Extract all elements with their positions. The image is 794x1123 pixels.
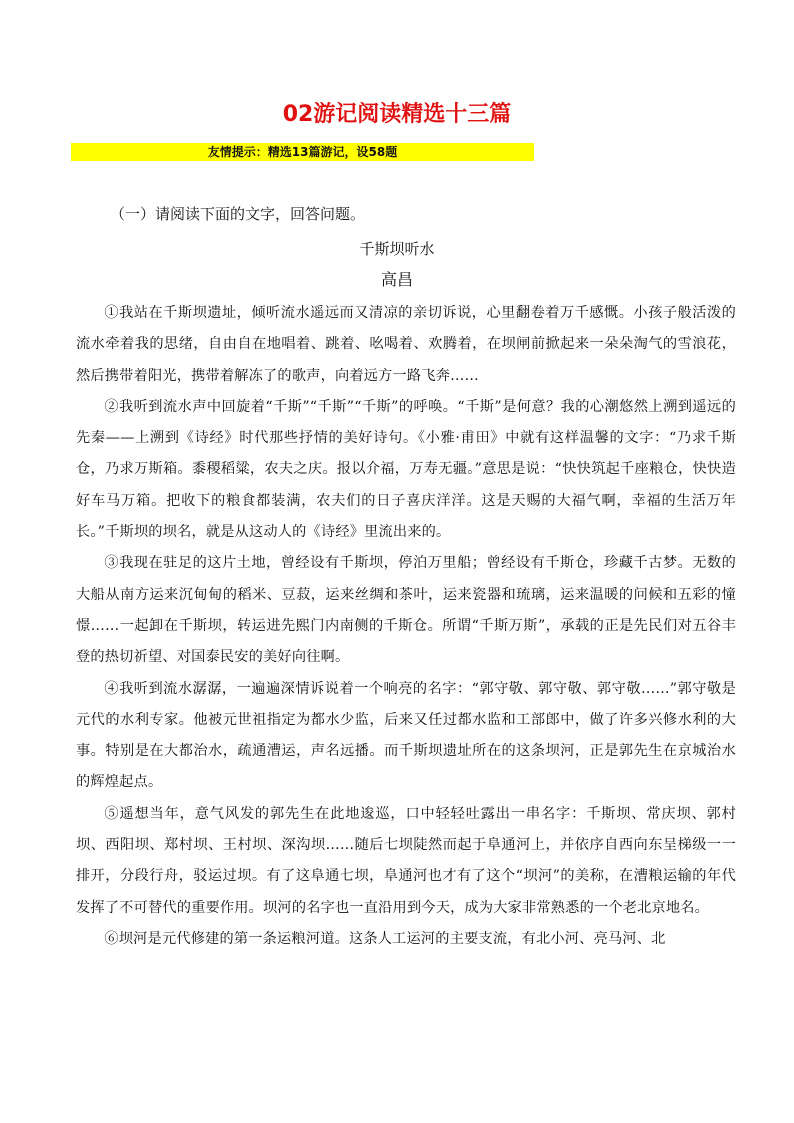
paragraph-2: ②我听到流水声中回旋着“千斯”“千斯”“千斯”的呼唤。“千斯”是何意？我的心潮悠然上溯到遥远的先秦——上溯到《诗经》时代那些抒情的美好诗句。《小雅·甫田》中就有这样温馨的文字：“乃求千斯仓，乃求万斯箱。黍稷稻粱，农夫之庆。报以介福，万寿无疆。”意思是说：“快快筑起千座粮仓，快快造好车马万箱。把收下的粮食都装满，农夫们的日子喜庆洋洋。这是天赐的大福气啊，幸福的生活万年长。”千斯坝的坝名，就是从这动人的《诗经》里流出来的。 xyxy=(76,398,736,541)
tip-banner: 友情提示：精选13篇游记，设58题 xyxy=(71,143,534,161)
article-author: 高昌 xyxy=(380,270,413,289)
paragraph-6: ⑥坝河是元代修建的第一条运粮河道。这条人工运河的主要支流，有北小河、亮马河、北 xyxy=(104,930,666,947)
section-heading: （一）请阅读下面的文字，回答问题。 xyxy=(110,205,366,223)
paragraph-5: ⑤遥想当年，意气风发的郭先生在此地逡巡，口中轻轻吐露出一串名字：千斯坝、常庆坝、郭村坝、西阳坝、郑村坝、王村坝、深沟坝……随后七坝陡然而起于阜通河上，并依序自西向东呈梯级一一排开，分段行舟，驳运过坝。有了这阜通七坝，阜通河也才有了这个“坝河”的美称，在漕粮运输的年代发挥了不可替代的重要作用。坝河的名字也一直沿用到今天，成为大家非常熟悉的一个老北京地名。 xyxy=(76,805,736,916)
paragraph-4: ④我听到流水潺潺，一遍遍深情诉说着一个响亮的名字：“郭守敬、郭守敬、郭守敬……”郭守敬是元代的水利专家。他被元世祖指定为都水少监，后来又任过都水监和工部郎中，做了许多兴修水利的大事。特别是在大都治水，疏通漕运，声名远播。而千斯坝遗址所在的这条坝河，正是郭先生在京城治水的辉煌起点。 xyxy=(76,680,736,791)
article-body xyxy=(76,298,736,955)
paragraph-3: ③我现在驻足的这片土地，曾经设有千斯坝，停泊万里船；曾经设有千斯仓，珍藏千古梦。无数的大船从南方运来沉甸甸的稻米、豆菽，运来丝绸和茶叶，运来瓷器和琉璃，运来温暖的问候和五彩的憧憬……一起卸在千斯坝，转运进先熙门内南侧的千斯仓。所谓“千斯万斯”，承载的正是先民们对五谷丰登的热切祈望、对国泰民安的美好向往啊。 xyxy=(76,555,736,666)
article-title: 千斯坝听水 xyxy=(359,240,435,258)
paragraph-1: ①我站在千斯坝遗址，倾听流水遥远而又清凉的亲切诉说，心里翻卷着万千感慨。小孩子般活泼的流水牵着我的思绪，自由自在地唱着、跳着、吆喝着、欢腾着，在坝闸前掀起来一朵朵淘气的雪浪花，然后携带着阳光，携带着解冻了的歌声，向着远方一路飞奔…… xyxy=(76,305,736,384)
document-title: 02游记阅读精选十三篇 xyxy=(282,102,512,127)
